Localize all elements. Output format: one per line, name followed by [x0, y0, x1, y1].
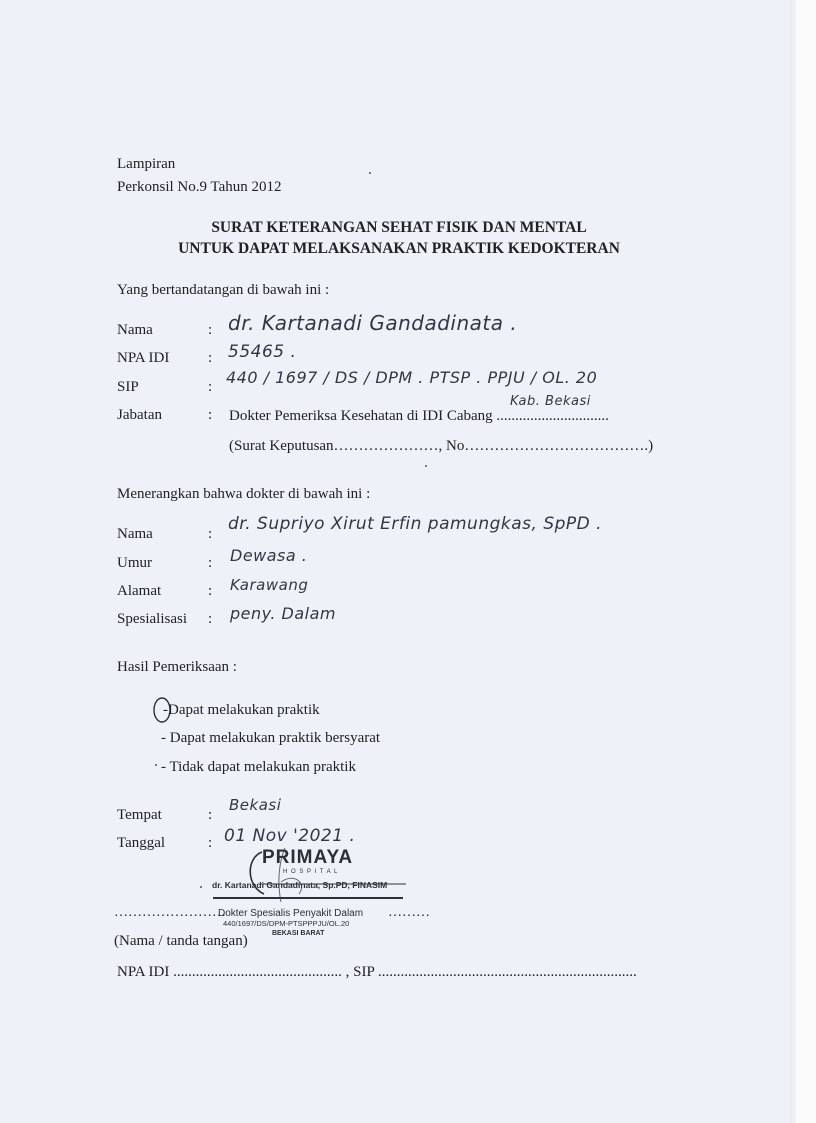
place-label: Tempat — [117, 807, 162, 823]
colon: : — [208, 583, 213, 599]
scan-speck — [200, 886, 202, 888]
result-option-unfit: - Tidak dapat melakukan praktik — [161, 759, 356, 775]
subject-specialty-value: peny. Dalam — [230, 604, 336, 623]
scan-speck — [425, 465, 427, 467]
subject-address-value: Karawang — [230, 576, 309, 594]
colon: : — [208, 555, 213, 571]
result-option-fit: -Dapat melakukan praktik — [163, 702, 320, 718]
signer-branch-handwritten: Kab. Bekasi — [510, 394, 591, 409]
signer-npa-label: NPA IDI — [117, 350, 170, 366]
colon: : — [208, 835, 213, 851]
stamp-location: BEKASI BARAT — [272, 930, 325, 937]
signer-position-label: Jabatan — [117, 407, 162, 423]
date-label: Tanggal — [117, 835, 166, 851]
colon: : — [208, 322, 213, 338]
scan-speck — [369, 172, 371, 174]
subject-specialty-label: Spesialisasi — [117, 611, 187, 627]
subject-age-value: Dewasa . — [230, 546, 308, 565]
subject-age-label: Umur — [117, 555, 152, 571]
paper-edge — [796, 0, 816, 1123]
result-heading: Hasil Pemeriksaan : — [117, 659, 237, 675]
colon: : — [208, 526, 213, 542]
colon: : — [208, 379, 213, 395]
decree-line: (Surat Keputusan…………………, No……………………………….) — [229, 438, 654, 454]
signer-name-value: dr. Kartanadi Gandadinata . — [228, 311, 518, 335]
result-option-conditional: - Dapat melakukan praktik bersyarat — [161, 730, 381, 746]
signer-name-label: Nama — [117, 322, 153, 338]
colon: : — [208, 407, 213, 423]
place-value: Bekasi — [229, 796, 282, 814]
scan-speck — [155, 764, 157, 766]
npa-sip-line: NPA IDI ............................................. , SIP ..................................................................... — [117, 964, 637, 980]
date-value: 01 Nov '2021 . — [224, 826, 356, 846]
regulation-label: Perkonsil No.9 Tahun 2012 — [117, 179, 282, 195]
signature-dots: …………………… — [114, 905, 226, 920]
signer-position-value: Dokter Pemeriksa Kesehatan di IDI Cabang .............................. — [229, 408, 609, 424]
stamp-doctor-name: dr. Kartanadi Gandadinata, Sp.PD, FINASIM — [212, 880, 388, 890]
colon: : — [208, 350, 213, 366]
subject-name-value: dr. Supriyo Xirut Erfin pamungkas, SpPD . — [228, 514, 603, 534]
document-title-line2: UNTUK DAPAT MELAKSANAKAN PRAKTIK KEDOKTERAN — [178, 240, 620, 257]
stamp-doctor-title: Dokter Spesialis Penyakit Dalam — [218, 908, 364, 919]
colon: : — [208, 807, 213, 823]
hospital-logo-subtext: H O S P I T A L — [283, 869, 339, 875]
signer-intro: Yang bertandatangan di bawah ini : — [117, 282, 330, 298]
signature-caption: (Nama / tanda tangan) — [114, 933, 248, 949]
signature-mark-icon — [255, 842, 345, 912]
subject-address-label: Alamat — [117, 583, 162, 599]
hospital-logo-text: PRIMAYA — [262, 847, 354, 868]
subject-intro: Menerangkan bahwa dokter di bawah ini : — [117, 486, 371, 502]
signer-sip-label: SIP — [117, 379, 139, 395]
signer-sip-value: 440 / 1697 / DS / DPM . PTSP . PPJU / OL. 20 — [226, 368, 598, 387]
stamp-sip: 440/1697/DS/DPM-PTSPPPJU/OL.20 — [223, 919, 350, 928]
appendix-label: Lampiran — [117, 156, 176, 172]
document-title-line1: SURAT KETERANGAN SEHAT FISIK DAN MENTAL — [211, 219, 587, 236]
subject-name-label: Nama — [117, 526, 153, 542]
signature-dots-end: ……… — [388, 905, 430, 920]
signer-npa-value: 55465 . — [228, 342, 297, 362]
colon: : — [208, 611, 213, 627]
